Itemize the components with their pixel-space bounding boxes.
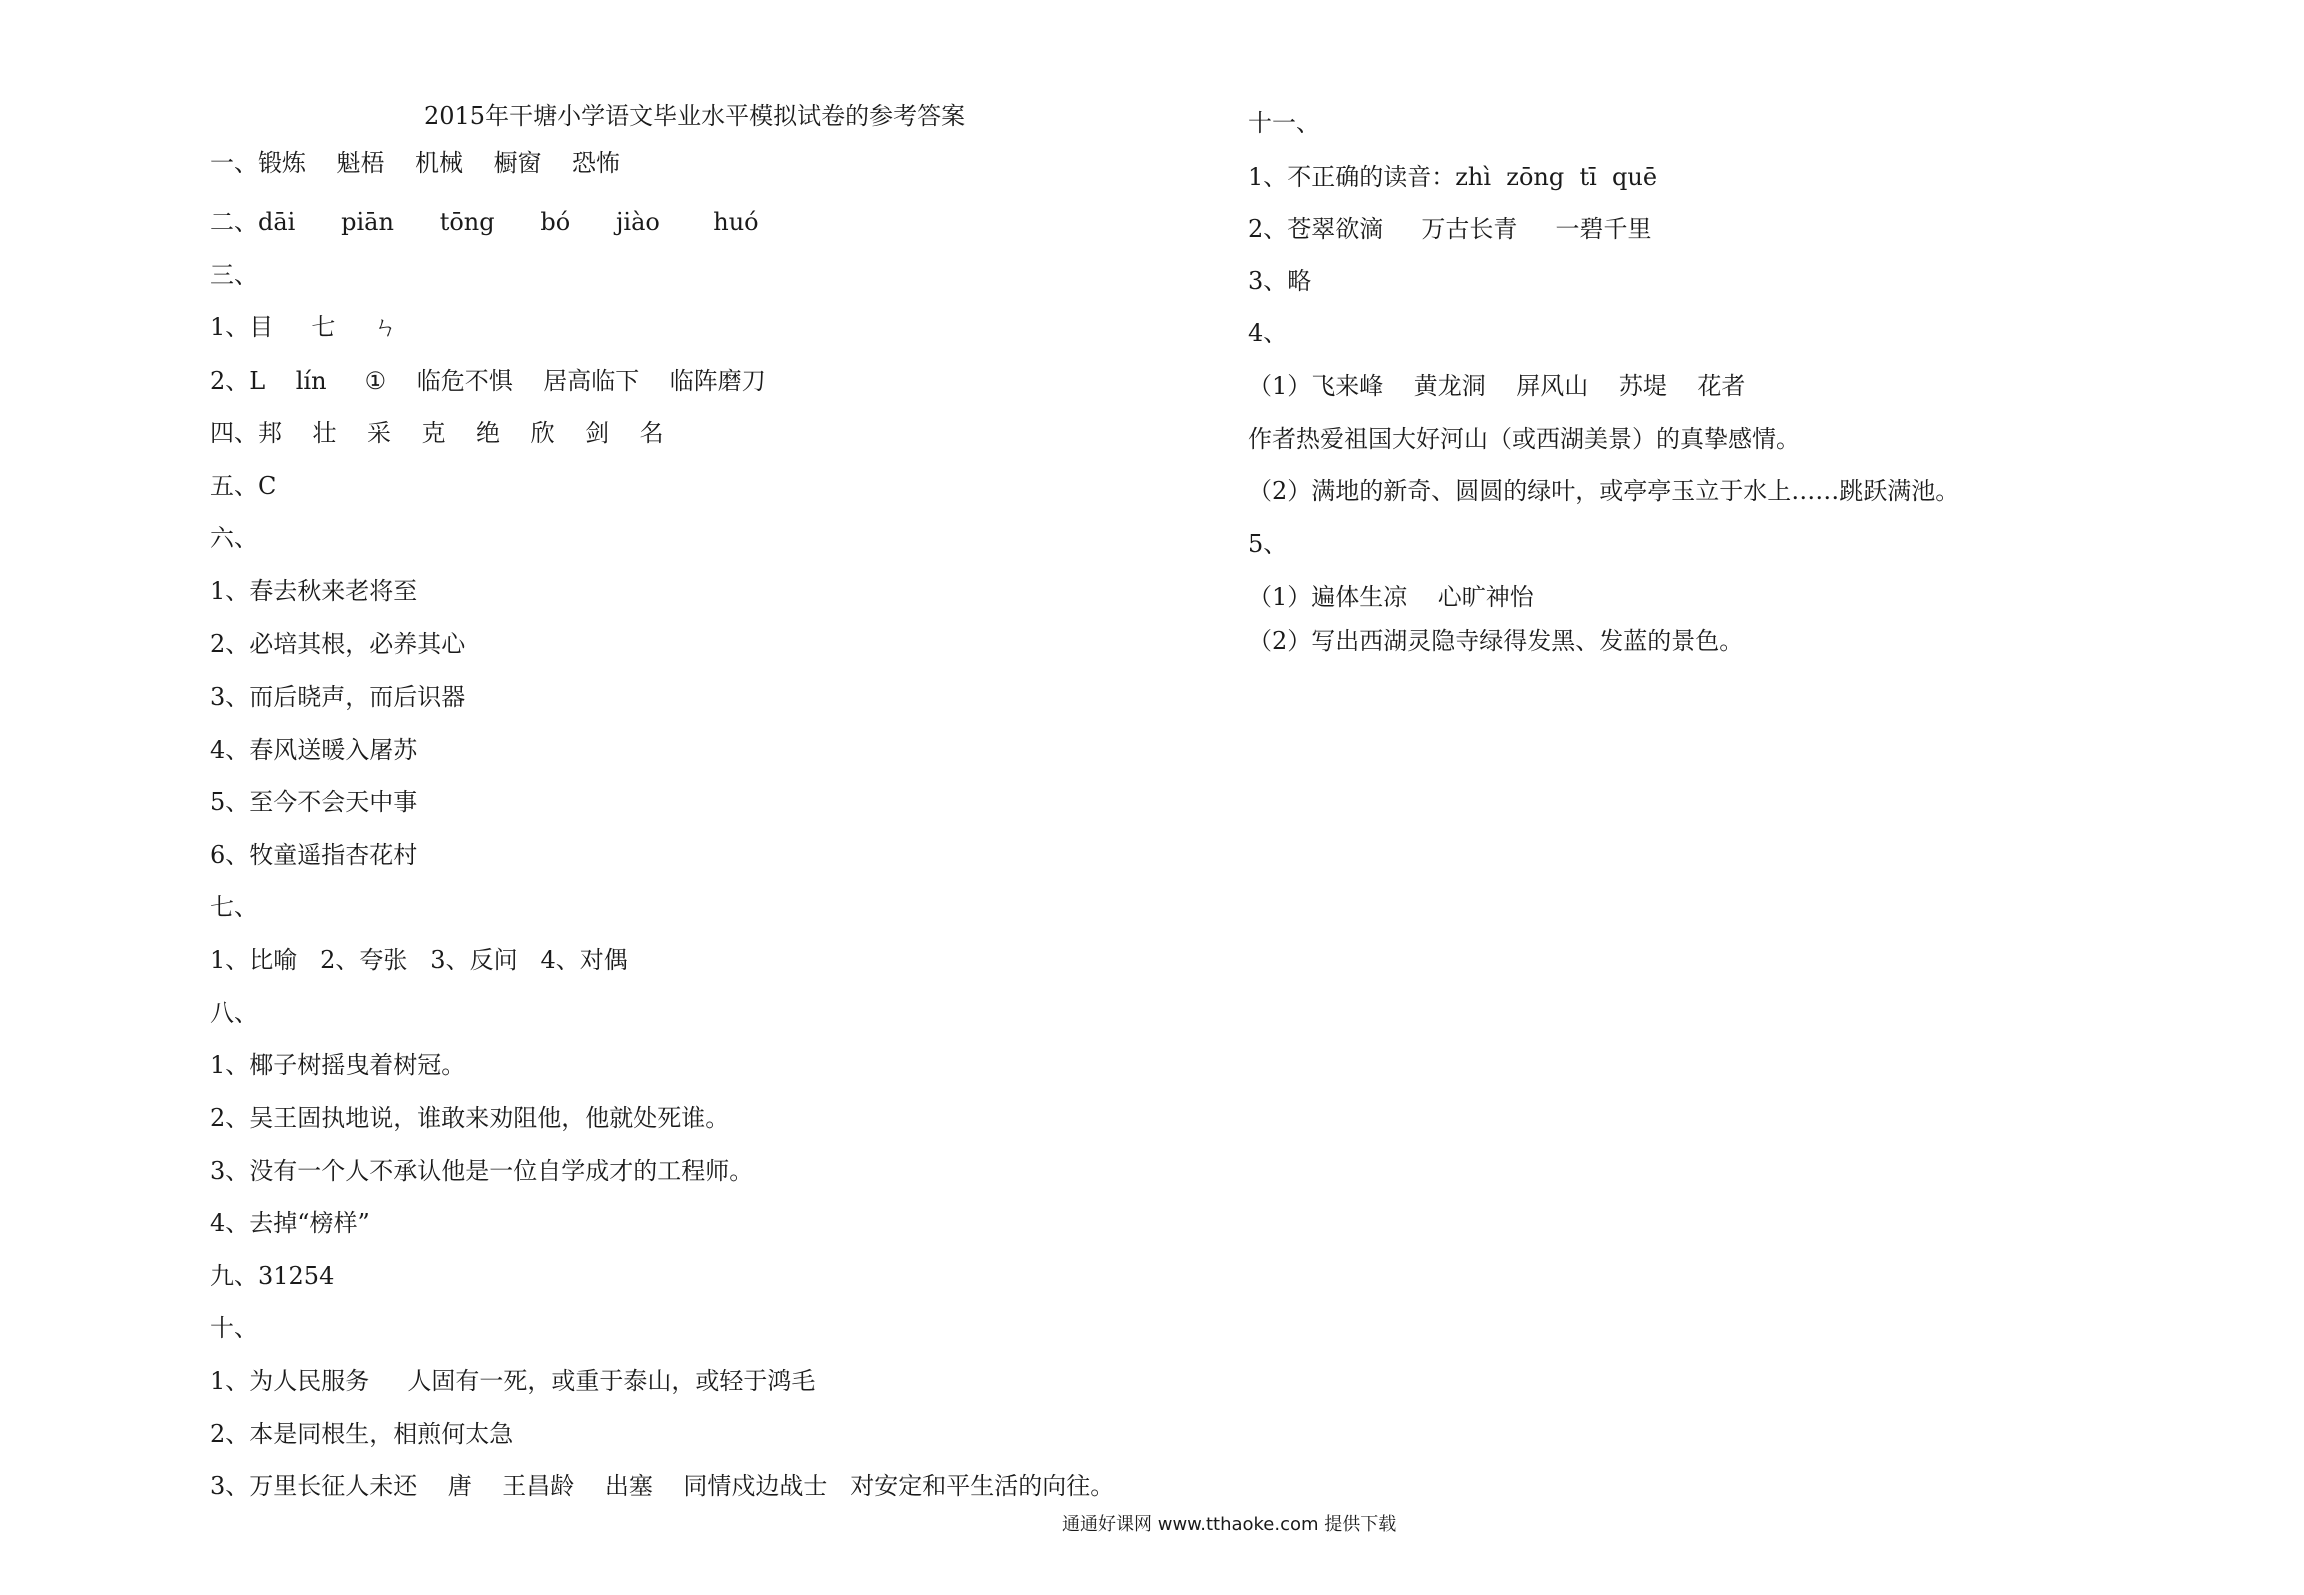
- answer-line: 2、本是同根生，相煎何太急: [210, 1420, 514, 1448]
- answer-line: 1、椰子树摇曳着树冠。: [210, 1051, 466, 1079]
- answer-line: 六、: [210, 524, 258, 552]
- answer-line: 四、邦 壮 采 克 绝 欣 剑 名: [210, 419, 664, 447]
- answer-line: 八、: [210, 999, 258, 1027]
- answer-line: 1、比喻 2、夸张 3、反问 4、对偶: [210, 946, 628, 974]
- answer-line: 七、: [210, 893, 258, 921]
- answer-line: 3、万里长征人未还 唐 王昌龄 出塞 同情戍边战士 对安定和平生活的向往。: [210, 1472, 1115, 1500]
- answer-line: （1）遍体生凉 心旷神怡: [1248, 583, 1534, 611]
- answer-line: 5、至今不会天中事: [210, 788, 418, 816]
- answer-line: 二、dāi piān tōng bó jiào huó: [210, 208, 759, 236]
- answer-line: 1、春去秋来老将至: [210, 577, 418, 605]
- answer-line: （1）飞来峰 黄龙洞 屏风山 苏堤 花者: [1248, 372, 1746, 400]
- answer-line: 九、31254: [210, 1262, 335, 1290]
- answer-line: 6、牧童遥指杏花村: [210, 841, 418, 869]
- answer-line: 一、锻炼 魁梧 机械 橱窗 恐怖: [210, 149, 621, 177]
- answer-line: 2、苍翠欲滴 万古长青 一碧千里: [1248, 215, 1652, 243]
- answer-line: （2）写出西湖灵隐寺绿得发黑、发蓝的景色。: [1248, 627, 1744, 655]
- answer-line: 2、必培其根，必养其心: [210, 630, 466, 658]
- answer-line: 十、: [210, 1314, 258, 1342]
- answer-line: 十一、: [1248, 109, 1320, 137]
- answer-line: 三、: [210, 261, 258, 289]
- answer-line: 5、: [1248, 530, 1288, 558]
- answer-line: 1、为人民服务 人固有一死，或重于泰山，或轻于鸿毛: [210, 1367, 816, 1395]
- answer-line: 五、C: [210, 472, 277, 500]
- answer-line: 3、没有一个人不承认他是一位自学成才的工程师。: [210, 1157, 754, 1185]
- answer-line: 4、: [1248, 319, 1288, 347]
- answer-line: 1、不正确的读音：zhì zōng tī quē: [1248, 163, 1658, 191]
- answer-line: 2、L lín ① 临危不惧 居高临下 临阵磨刀: [210, 367, 766, 395]
- answer-line: 1、目 七 ㄣ: [210, 313, 398, 341]
- page-title: 2015年干塘小学语文毕业水平模拟试卷的参考答案: [424, 102, 966, 130]
- answer-line: 4、去掉“榜样”: [210, 1209, 370, 1237]
- answer-line: 2、吴王固执地说，谁敢来劝阻他，他就处死谁。: [210, 1104, 730, 1132]
- footer-credit: 通通好课网 www.tthaoke.com 提供下载: [1062, 1514, 1397, 1535]
- answer-line: 3、而后晓声，而后识器: [210, 683, 466, 711]
- answer-line: 3、略: [1248, 267, 1312, 295]
- answer-line: 作者热爱祖国大好河山（或西湖美景）的真挚感情。: [1248, 425, 1800, 453]
- answer-line: 4、春风送暖入屠苏: [210, 736, 418, 764]
- answer-line: （2）满地的新奇、圆圆的绿叶，或亭亭玉立于水上……跳跃满池。: [1248, 477, 1960, 505]
